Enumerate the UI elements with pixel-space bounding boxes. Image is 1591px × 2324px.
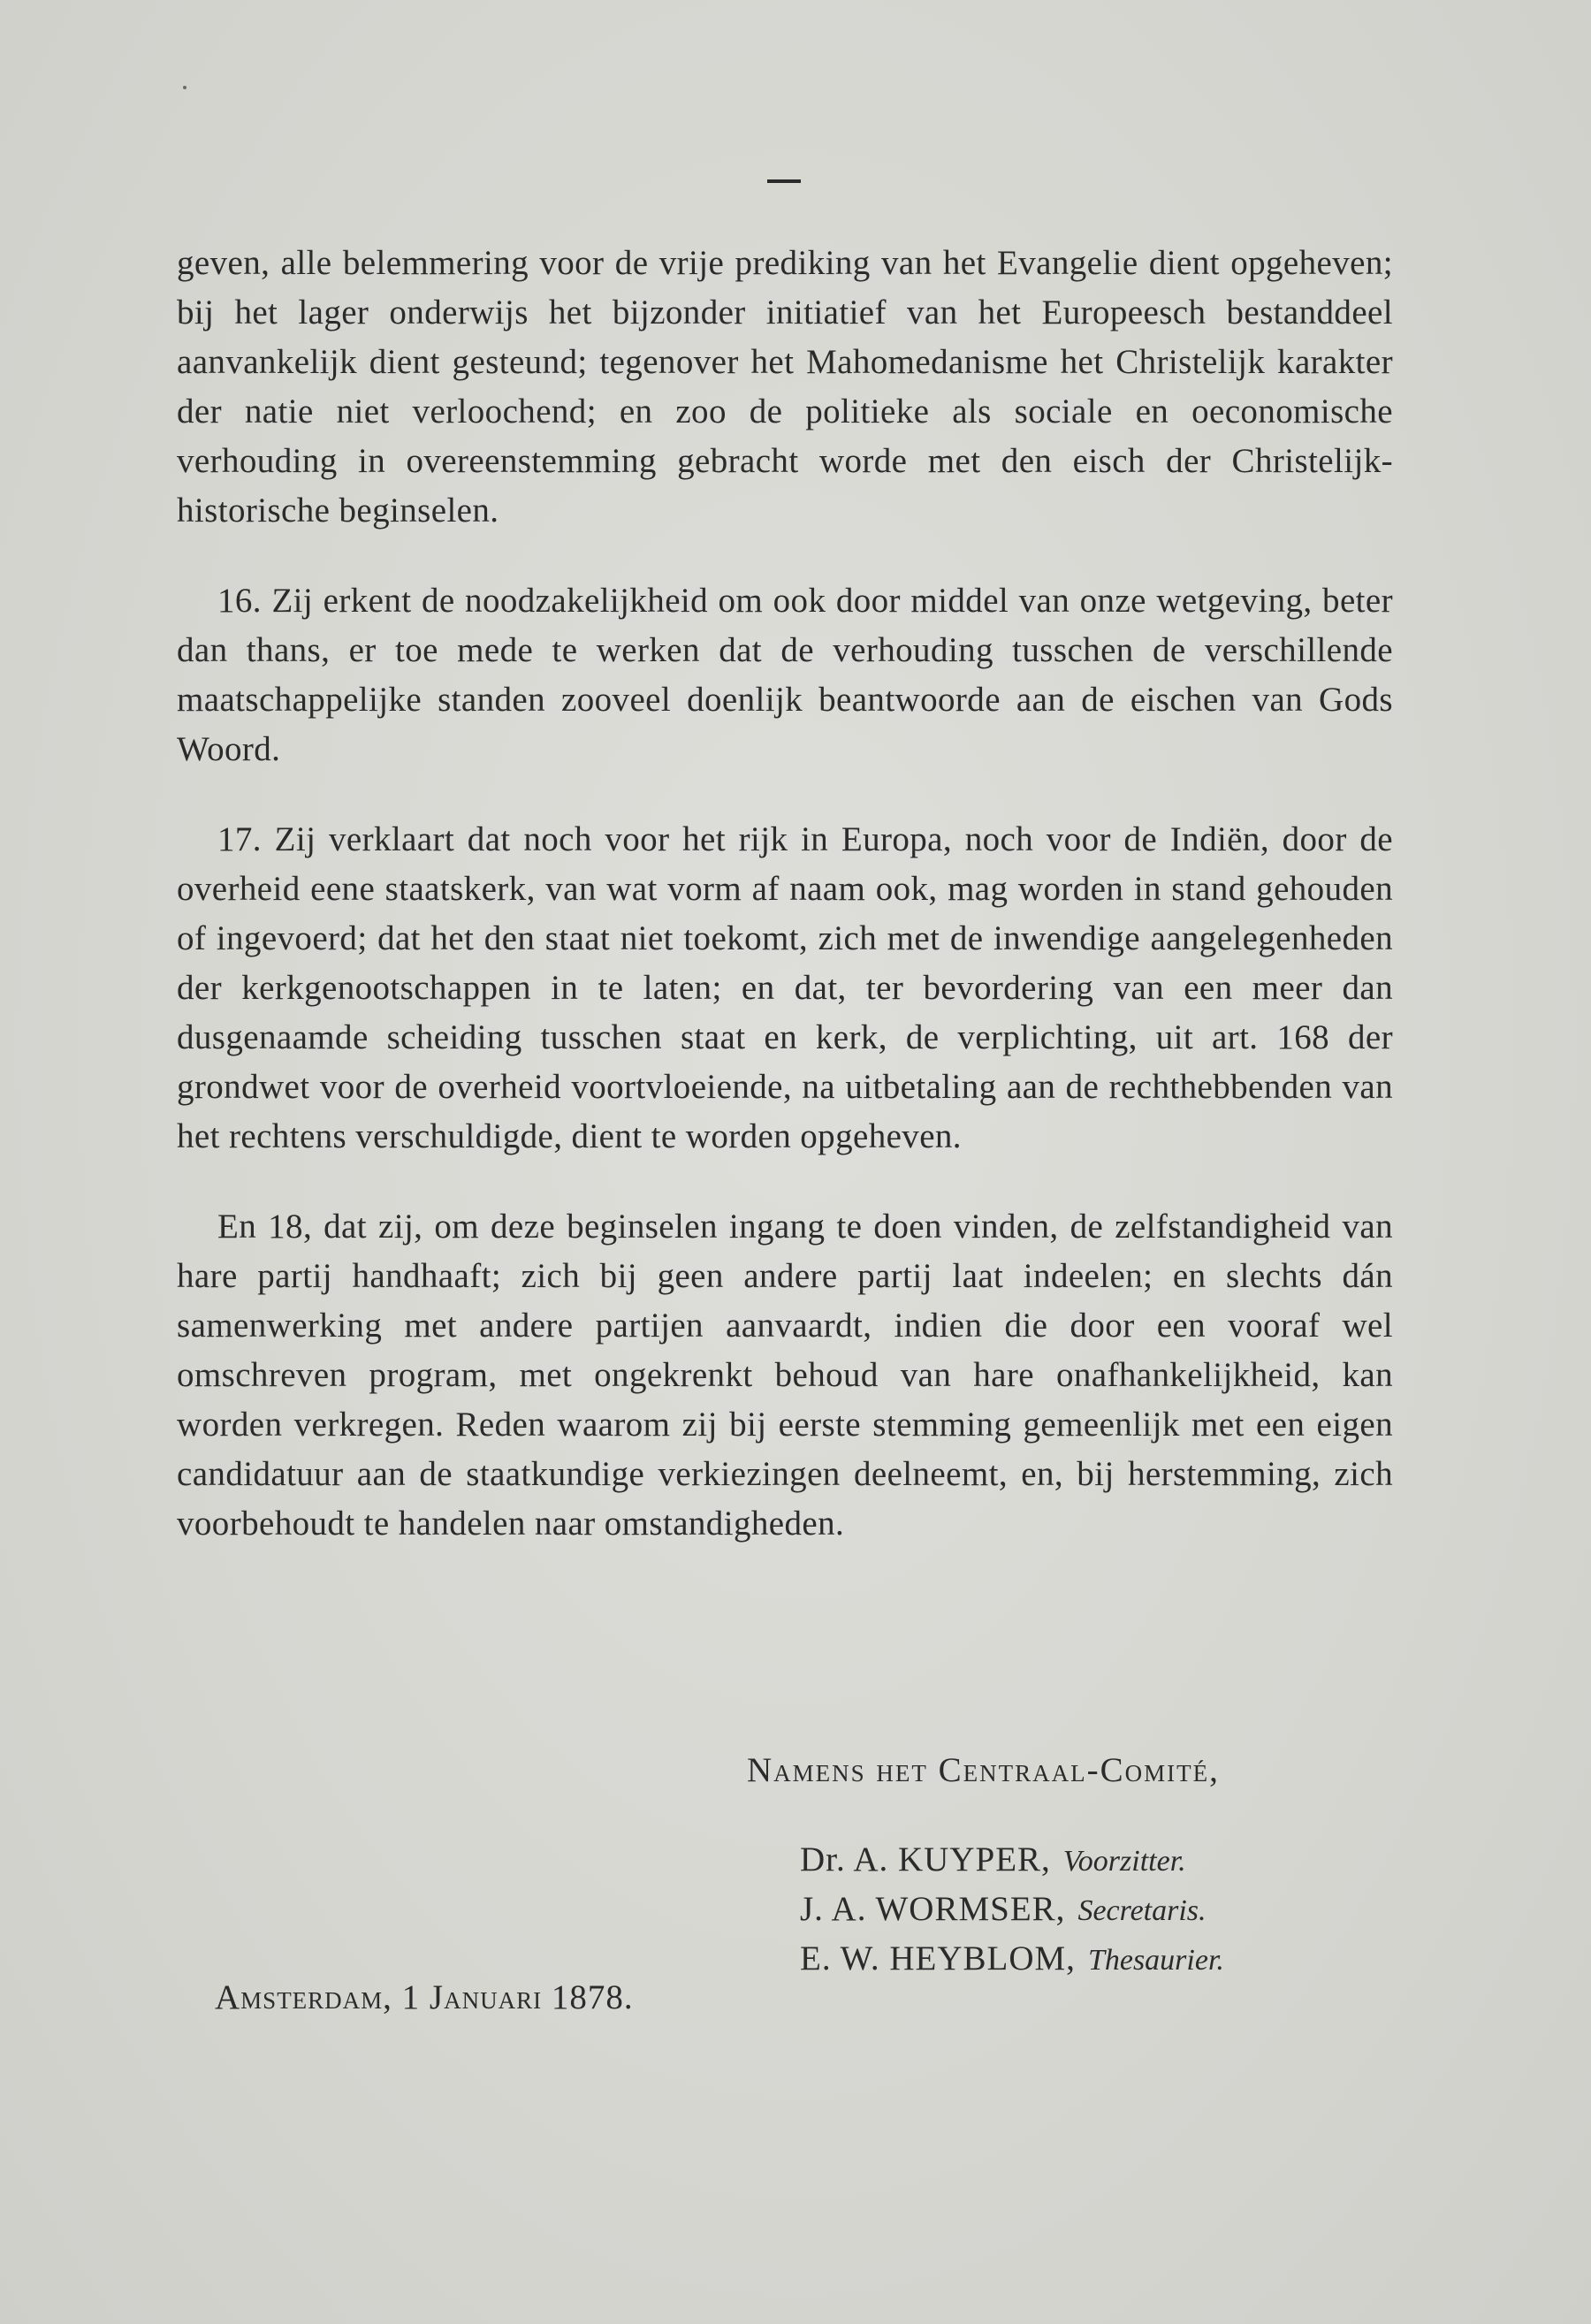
- signature-heading: Namens het Centraal-Comité,: [747, 1751, 1220, 1789]
- signatory-row: [800, 1889, 1436, 1939]
- signatory-title: Secretaris.: [1077, 1894, 1207, 1927]
- paragraph-article-16: 16. Zij erkent de noodzakelijkheid om ook door middel van onze wetgeving, beter dan thans, er toe mede te werken dat de verhouding tusschen de verschillende maatschappelijke standen zooveel doenlijk beantwoorde aan de eischen van Gods Woord.: [177, 582, 1393, 768]
- page-header-dash: [767, 179, 801, 183]
- body-text: [177, 239, 1393, 1549]
- paragraph-continuation: geven, alle belemmering voor de vrije prediking van het Evangelie dient opgeheven; bij het lager onderwijs het bijzonder initiatief van het Europeesch bestanddeel aanvankelijk dient gesteund; tegenover het Mahomedanisme het Christelijk karakter der natie niet verloochend; en zoo de politieke als sociale en oeconomische verhouding in overeenstemming gebracht worde met den eisch der Christelijk-historische beginselen.: [177, 244, 1393, 530]
- signatory-row: [800, 1939, 1436, 1988]
- paragraph-article-17: 17. Zij verklaart dat noch voor het rijk in Europa, noch voor de Indiën, door de overheid eene staatskerk, van wat vorm af naam ook, mag worden in stand gehouden of ingevoerd; dat het den staat niet toekomt, zich met de inwendige aangelegenheden der kerkgenootschappen in te laten; en dat, ter bevordering van een meer dan dusgenaamde scheiding tusschen staat en kerk, de verplichting, uit art. 168 der grondwet voor de overheid voortvloeiende, na uitbetaling aan de rechthebbenden van het rechtens verschuldigde, dient te worden opgeheven.: [177, 820, 1393, 1155]
- signatory-row: [800, 1840, 1436, 1889]
- signature-block: [747, 1750, 1436, 1988]
- signatory-name: E. W. HEYBLOM,: [800, 1939, 1076, 1977]
- signatory-name: J. A. WORMSER,: [800, 1890, 1066, 1928]
- print-speck: [183, 86, 187, 89]
- signatory-name: Dr. A. KUYPER,: [800, 1840, 1051, 1878]
- signatory-title: Thesaurier.: [1087, 1944, 1224, 1977]
- signatory-title: Voorzitter.: [1062, 1845, 1186, 1878]
- place-and-date: Amsterdam, 1 Januari 1878.: [215, 1978, 634, 2016]
- paragraph-article-18: En 18, dat zij, om deze beginselen ingang te doen vinden, de zelfstandigheid van hare partij handhaaft; zich bij geen andere partij laat indeelen; en slechts dán samenwerking met andere partijen aanvaardt, indien die door een vooraf wel omschreven program, met ongekrenkt behoud van hare onafhankelijkheid, kan worden verkregen. Reden waarom zij bij eerste stemming gemeenlijk met een eigen candidatuur aan de staatkundige verkiezingen deelneemt, en, bij herstemming, zich voorbehoudt te handelen naar omstandigheden.: [177, 1208, 1393, 1543]
